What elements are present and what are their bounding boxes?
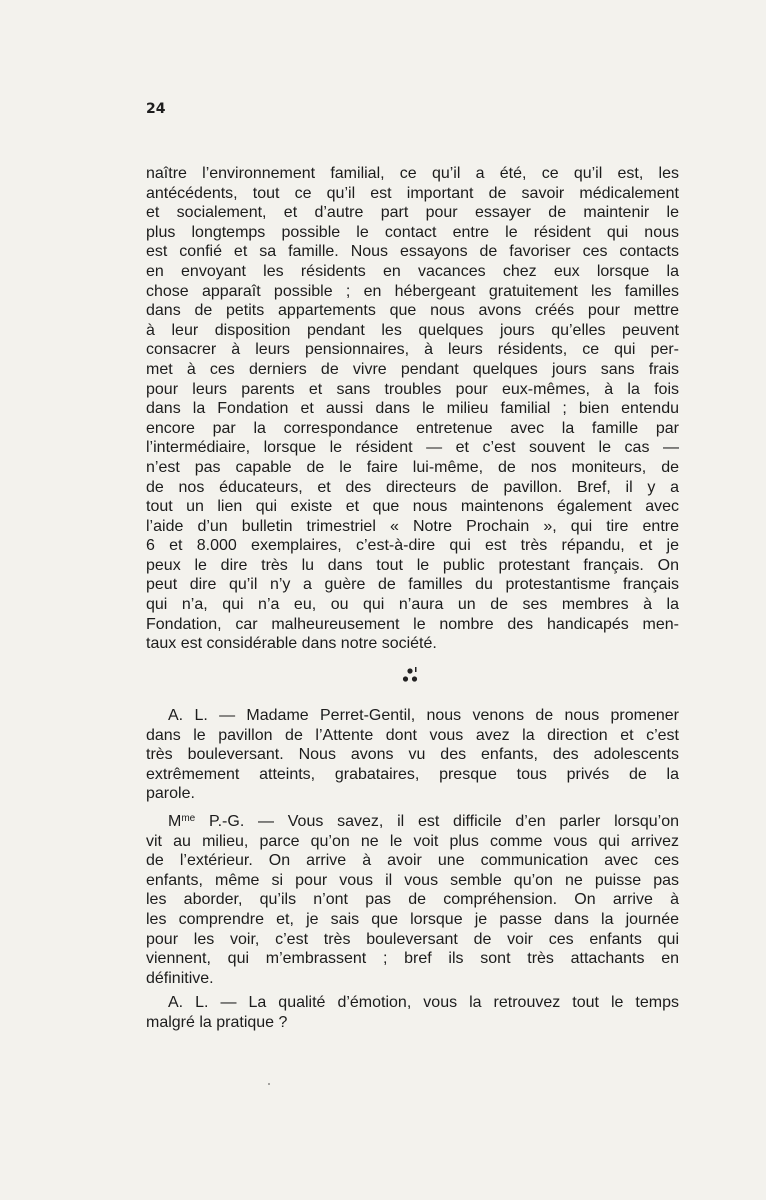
speaker-initial: M bbox=[168, 812, 182, 830]
text-line: est confié et sa famille. Nous essayons de favoriser ces contacts bbox=[146, 243, 679, 261]
text-line: dans de petits appartements que nous avons créés pour mettre bbox=[146, 302, 679, 320]
text-line: l’aide d’un bulletin trimestriel « Notre Prochain », qui tire entre bbox=[146, 517, 679, 535]
text-line bbox=[146, 809, 679, 832]
speaker-line-text: P.-G. — Vous savez, il est difficile d’en parler lorsqu’on bbox=[195, 812, 679, 830]
text-line: parole. bbox=[146, 785, 195, 803]
text-line: pour les voir, c’est très bouleversant de voir ces enfants qui bbox=[146, 930, 679, 948]
text-line: vit au milieu, parce qu’on ne le voit plus comme vous qui arrivez bbox=[146, 832, 679, 850]
text-line: chose apparaît possible ; en hébergeant gratuitement les familles bbox=[146, 282, 679, 300]
section-separator-ornament bbox=[400, 666, 420, 688]
text-line: les aborder, qu’ils n’ont pas de compréhension. On arrive à bbox=[146, 891, 679, 909]
text-line: pour leurs parents et sans troubles pour eux-mêmes, à la fois bbox=[146, 380, 679, 398]
text-line: de nos éducateurs, et des directeurs de pavillon. Bref, il y a bbox=[146, 478, 679, 496]
text-line: enfants, même si pour vous il vous semble qu’on ne puisse pas bbox=[146, 871, 679, 889]
text-line: 6 et 8.000 exemplaires, c’est-à-dire qui est très répandu, et je bbox=[146, 537, 679, 555]
text-line: n’est pas capable de le faire lui-même, de nos moniteurs, de bbox=[146, 458, 679, 476]
text-line: définitive. bbox=[146, 969, 214, 987]
speaker-superscript: me bbox=[181, 812, 196, 824]
dialogue-paragraph bbox=[146, 706, 679, 804]
text-line: les comprendre et, je sais que lorsque je passe dans la journée bbox=[146, 910, 679, 928]
text-line: tout un lien qui existe et que nous maintenons également avec bbox=[146, 498, 679, 516]
text-line: met à ces derniers de vivre pendant quelques jours sans frais bbox=[146, 360, 679, 378]
interview-dialogue bbox=[146, 706, 679, 1038]
text-line: dans le pavillon de l’Attente dont vous avez la direction et c’est bbox=[146, 726, 679, 744]
text-line: taux est considérable dans notre société. bbox=[146, 635, 437, 653]
text-line: naître l’environnement familial, ce qu’il a été, ce qu’il est, les bbox=[146, 165, 679, 182]
text-line: A. L. — Madame Perret-Gentil, nous venons de nous promener bbox=[168, 707, 679, 724]
text-line: à leur disposition pendant les quelques jours qu’elles peuvent bbox=[146, 321, 679, 339]
text-line: et socialement, et d’autre part pour essayer de maintenir le bbox=[146, 204, 679, 222]
text-line: dans la Fondation et aussi dans le milieu familial ; bien entendu bbox=[146, 400, 679, 418]
text-line: extrêmement atteints, grabataires, presque tous privés de la bbox=[146, 765, 679, 783]
text-line: peut dire qu’il n’y a guère de familles du protestantisme français bbox=[146, 576, 679, 594]
text-line: A. L. — La qualité d’émotion, vous la retrouvez tout le temps bbox=[168, 994, 679, 1012]
speaker-abbrev bbox=[168, 813, 195, 830]
text-line: encore par la correspondance entretenue avec la famille par bbox=[146, 419, 679, 437]
text-line: l’intermédiaire, lorsque le résident — et c’est souvent le cas — bbox=[146, 439, 679, 457]
text-line: Fondation, car malheureusement le nombre des handicapés men- bbox=[146, 615, 679, 633]
text-line: peux le dire très lu dans tout le public protestant français. On bbox=[146, 556, 679, 574]
text-line: en envoyant les résidents en vacances chez eux lorsque la bbox=[146, 262, 679, 280]
page-number: 24 bbox=[146, 101, 166, 117]
text-line: antécédents, tout ce qu’il est important de savoir médicalement bbox=[146, 184, 679, 202]
dialogue-paragraph bbox=[146, 993, 679, 1032]
text-line: de l’extérieur. On arrive à avoir une communication avec ces bbox=[146, 852, 679, 870]
text-line: malgré la pratique ? bbox=[146, 1013, 288, 1031]
text-line: qui n’a, qui n’a eu, ou qui n’aura un de ses membres à la bbox=[146, 596, 679, 614]
text-line: très bouleversant. Nous avons vu des enfants, des adolescents bbox=[146, 746, 679, 764]
text-line: consacrer à leurs pensionnaires, à leurs résidents, ce qui per- bbox=[146, 341, 679, 359]
text-line: viennent, qui m’embrassent ; bref ils sont très attachants en bbox=[146, 950, 679, 968]
body-paragraph bbox=[146, 164, 679, 654]
dialogue-paragraph bbox=[146, 809, 679, 988]
text-line: plus longtemps possible le contact entre le résident qui nous bbox=[146, 223, 679, 241]
paper-speck bbox=[268, 1083, 270, 1085]
